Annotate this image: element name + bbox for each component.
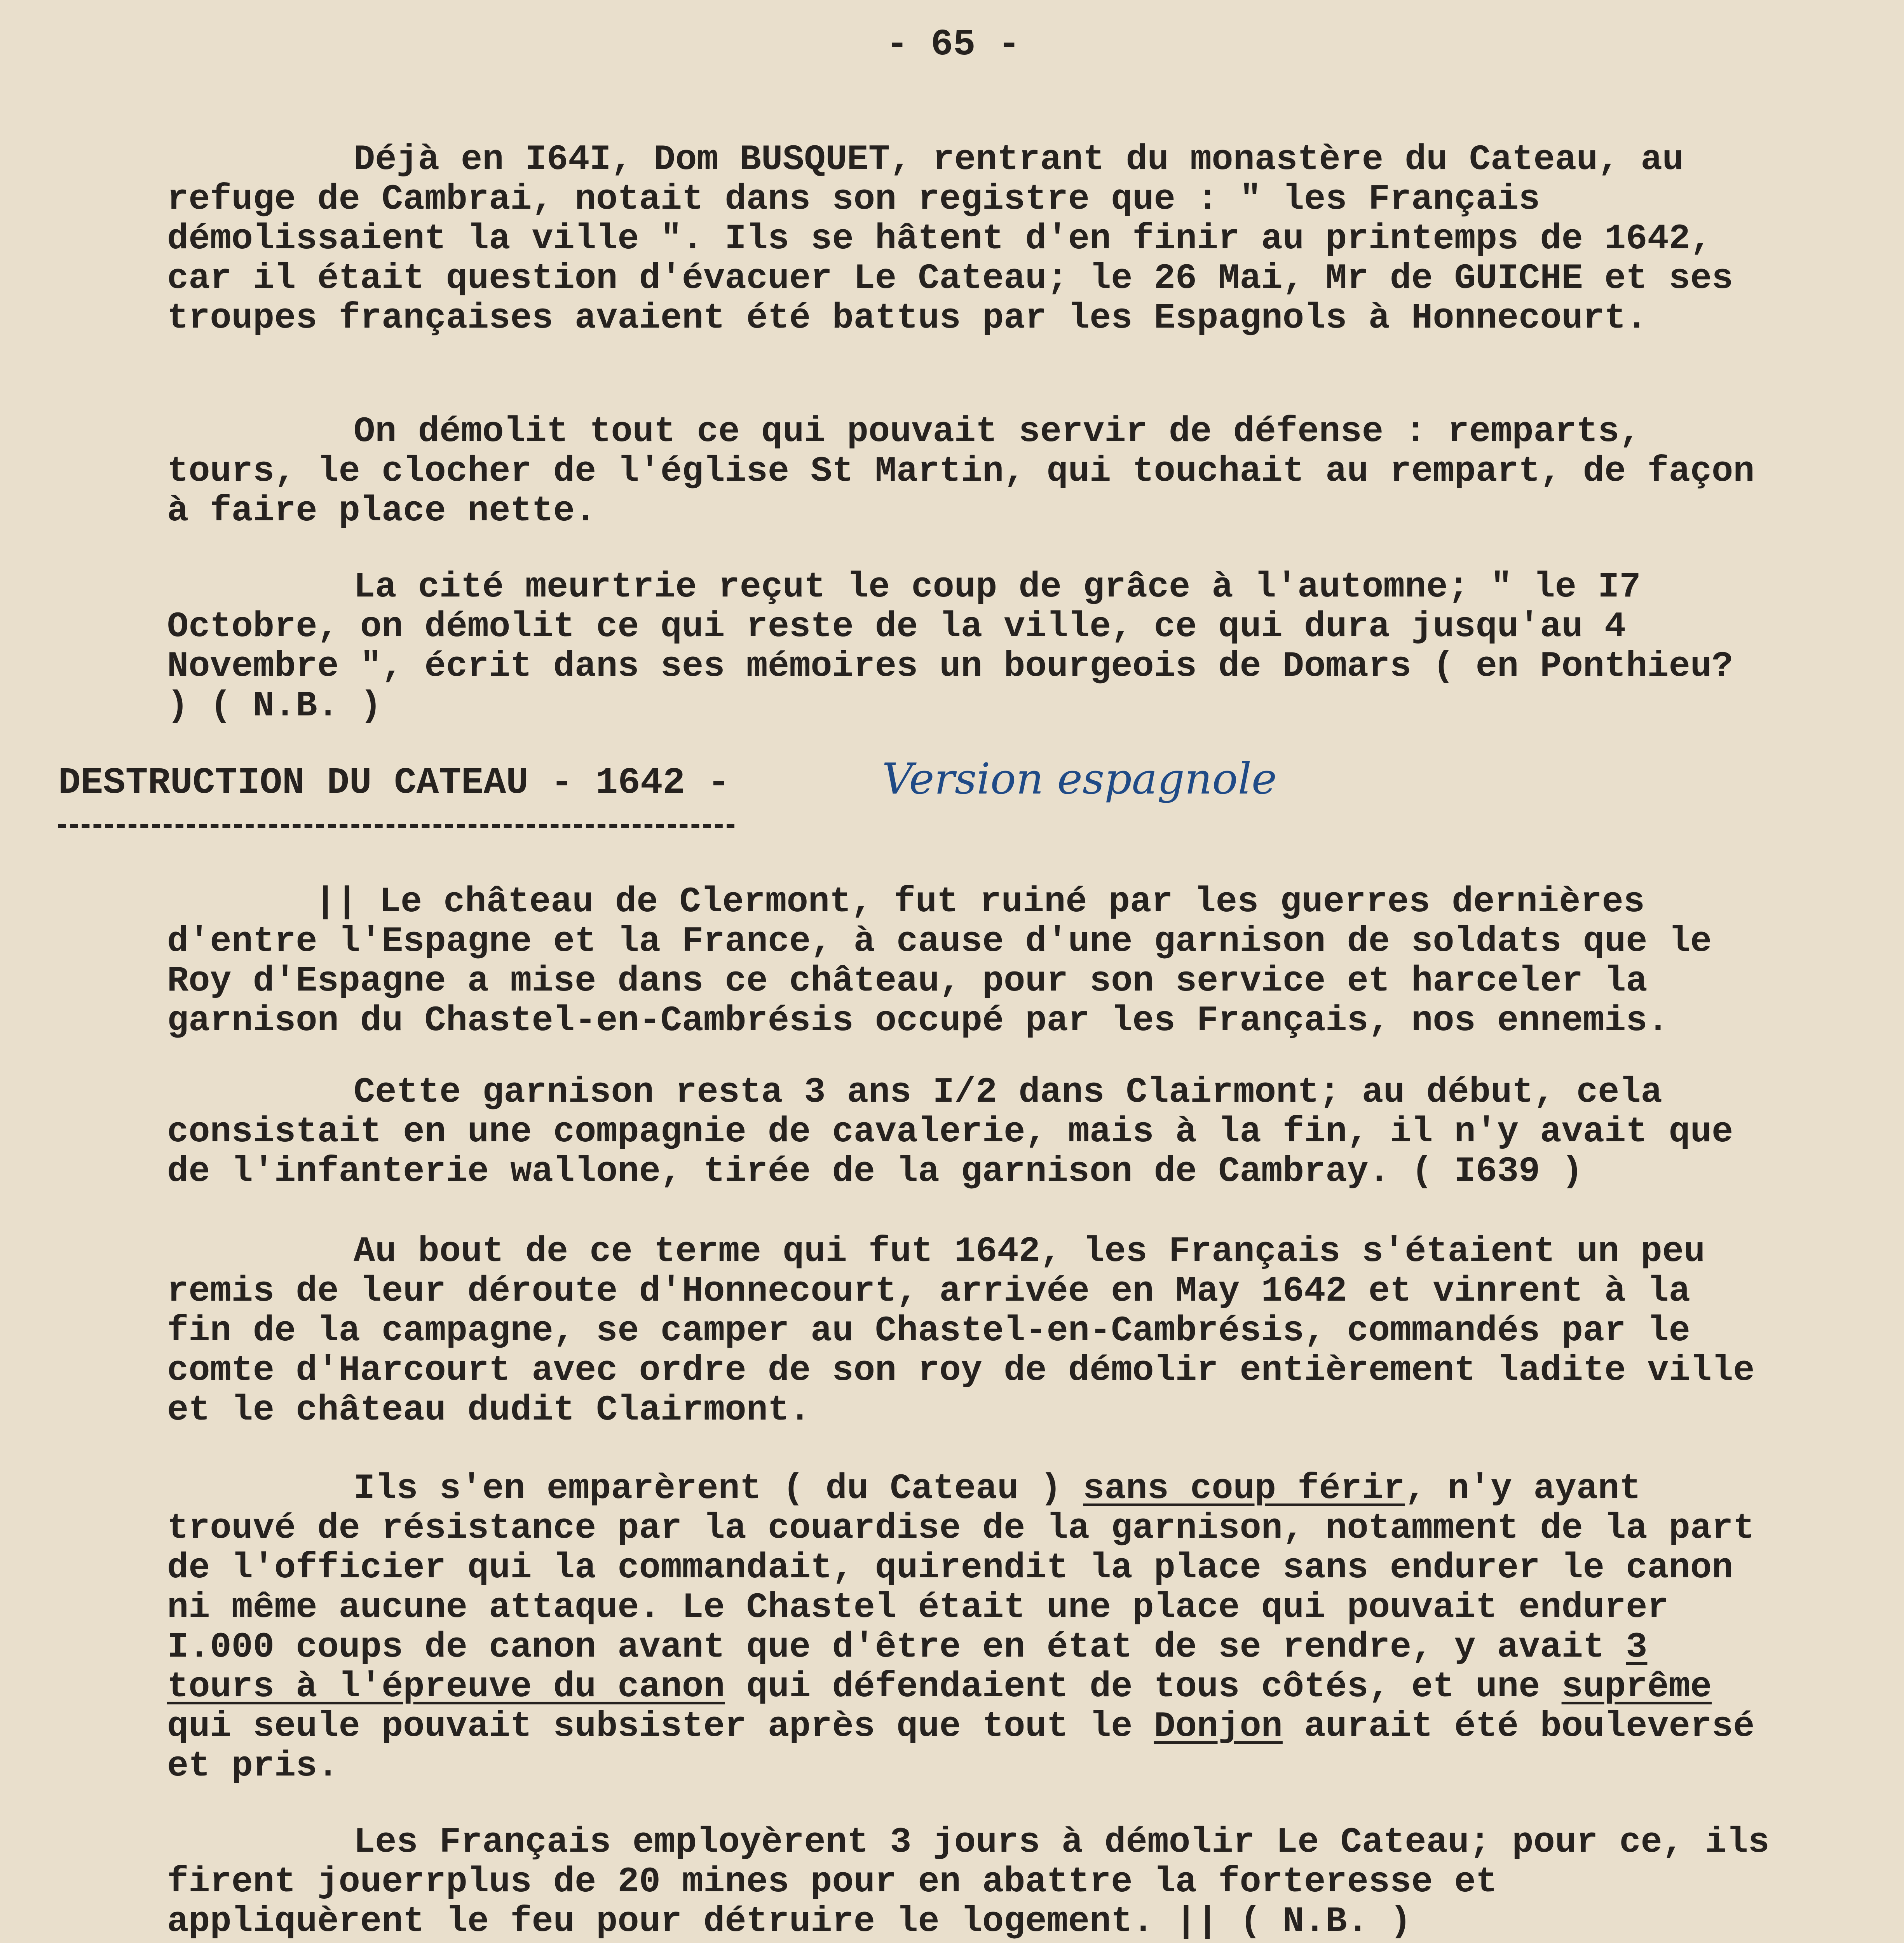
underlined-sans-coup-ferir: sans coup férir xyxy=(1083,1468,1405,1509)
paragraph-garnison: Cette garnison resta 3 ans I/2 dans Clairmont; au début, cela consistait en une compagnie de cavalerie, mais à la fin, il n'y avait que de l'infanterie wallone, tirée de la garnison de Cambray. ( I639 ) xyxy=(167,1072,1733,1192)
underlined-donjon: Donjon xyxy=(1154,1706,1283,1747)
p7-text-c: , n'y ayant trouvé de résistance par la couardise de la garnison, notamment de la part de l'officier qui la commandait, quirendit la place sans endurer le canon ni même aucune attaque. Le Chastel était une place qui pouvait endurer I.000 coups de canon avant que d'être en état de se rendre, y avait xyxy=(167,1468,1755,1667)
paragraph-emparerent xyxy=(167,1469,1772,1786)
paragraph-harcourt: Au bout de ce terme qui fut 1642, les Français s'étaient un peu remis de leur déroute d'Honnecourt, arrivée en May 1642 et vinrent à la fin de la campagne, se camper au Chastel-en-Cambrésis, commandés par le comte d'Harcourt avec ordre de son roy de démolir entièrement ladite ville et le château dudit Clairmont. xyxy=(167,1231,1755,1430)
p7-text-g: qui seule pouvait subsister après que tout le xyxy=(167,1706,1154,1747)
underlined-tours: 3 tours à l'épreuve du canon xyxy=(167,1627,1648,1707)
paragraph-clermont: || Le château de Clermont, fut ruiné par les guerres dernières d'entre l'Espagne et la France, à cause d'une garnison de soldats que le Roy d'Espagne a mise dans ce château, pour son service et harceler la garnison du Chastel-en-Cambrésis occupé par les Français, nos ennemis. xyxy=(167,881,1712,1041)
paragraph-mines: Les Français employèrent 3 jours à démolir Le Cateau; pour ce, ils firent jouerrplus de 20 mines pour en abattre la forteresse et appliquèrent le feu pour détruire le logement. || ( N.B. ) xyxy=(167,1822,1770,1942)
handwritten-annotation: Version espagnole xyxy=(882,754,1277,804)
paragraph-demolition: On démolit tout ce qui pouvait servir de défense : remparts, tours, le clocher de l'église St Martin, qui touchait au rempart, de façon à faire place nette. xyxy=(167,411,1755,531)
underlined-supreme: suprême xyxy=(1561,1666,1712,1707)
paragraph-automne: La cité meurtrie reçut le coup de grâce à l'automne; " le I7 Octobre, on démolit ce qui reste de la ville, ce qui dura jusqu'au 4 Novembre ", écrit dans ses mémoires un bourgeois de Domars ( en Ponthieu? ) ( N.B. ) xyxy=(167,567,1733,726)
section-heading: DESTRUCTION DU CATEAU - 1642 - xyxy=(58,762,730,804)
p7-text-e: qui défendaient de tous côtés, et une xyxy=(725,1666,1562,1707)
heading-dash-underline xyxy=(58,824,734,828)
p7-text-a: Ils s'en emparèrent ( du Cateau ) xyxy=(354,1468,1083,1509)
p7-text-i: aurait été bouleversé et pris. xyxy=(167,1706,1755,1786)
page-number: - 65 - xyxy=(886,23,1020,66)
paragraph-busquet: Déjà en I64I, Dom BUSQUET, rentrant du monastère du Cateau, au refuge de Cambrai, notait dans son registre que : " les Français démolissaient la ville ". Ils se hâtent d'en finir au printemps de 1642, car il était question d'évacuer Le Cateau; le 26 Mai, Mr de GUICHE et ses troupes françaises avaient été battus par les Espagnols à Honnecourt. xyxy=(167,139,1733,338)
